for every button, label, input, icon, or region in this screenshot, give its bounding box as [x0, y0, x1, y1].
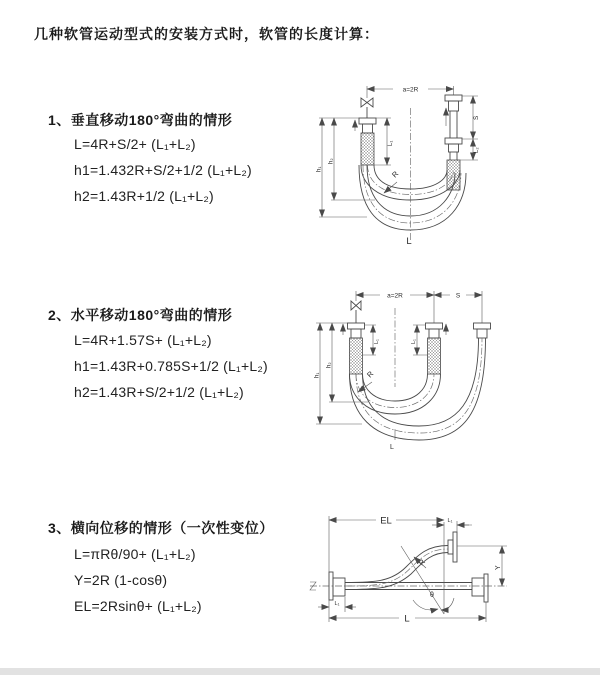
dim-label-r: R [390, 169, 401, 180]
section2-formula-h1: h1=1.43R+0.785S+1/2 (L₁+L₂) [74, 358, 268, 374]
dim-label-l1a: L₁ [374, 339, 380, 344]
section3-formula-EL: EL=2Rsinθ+ (L₁+L₂) [74, 598, 202, 614]
centerline [310, 582, 507, 590]
dim-l-bottom [390, 429, 395, 451]
valve-icon [361, 98, 373, 118]
dim-label-s: S [455, 292, 461, 300]
dim-label-l: L [390, 444, 394, 451]
dim-label-y: Y [495, 565, 502, 570]
section1-heading: 1、垂直移动180°弯曲的情形 [48, 112, 233, 128]
angle-theta [413, 592, 454, 610]
dim-l1 [374, 118, 394, 165]
dim-label-a2r: a=2R [387, 292, 403, 300]
section3-heading: 3、横向位移的情形（一次性变位） [48, 520, 274, 536]
dim-label-l1-top: L₁ [447, 518, 453, 524]
dim-y [457, 546, 507, 586]
dim-l1-left [363, 325, 381, 355]
dim-label-theta: θ [430, 592, 434, 599]
dim-l1-left [318, 597, 356, 612]
dim-label-r: R [365, 369, 376, 380]
valve-icon [351, 301, 361, 323]
radius-leader [384, 169, 401, 193]
straight-hose-original [345, 574, 488, 602]
dim-a2r-s [356, 291, 482, 323]
left-pipe-end [343, 323, 365, 374]
section3-formula-L: L=πRθ/90+ (L₁+L₂) [74, 546, 196, 562]
raised-flange [448, 532, 457, 562]
section1-formula-h2: h2=1.43R+1/2 (L₁+L₂) [74, 188, 214, 204]
dim-l-bottom [329, 600, 486, 625]
dim-s-l2 [460, 96, 480, 160]
dim-label-h2: h₂ [328, 158, 335, 164]
section2-heading: 2、水平移动180°弯曲的情形 [48, 307, 233, 323]
section1-formula-h1: h1=1.432R+S/2+1/2 (L₁+L₂) [74, 162, 252, 178]
dim-label-a2r: a=2R [402, 86, 419, 94]
dim-label-h1: h₁ [314, 372, 321, 378]
middle-pipe-end [426, 323, 447, 374]
dim-el [329, 516, 444, 573]
dim-label-r: R [416, 557, 428, 568]
left-pipe-end [355, 118, 376, 165]
dim-label-l1b: L₁ [411, 339, 417, 344]
right-pipe-end [474, 323, 491, 338]
section2-formula-h2: h2=1.43R+S/2+1/2 (L₁+L₂) [74, 384, 244, 400]
dim-label-h2: h₂ [326, 362, 333, 368]
dim-label-l1: L₁ [388, 140, 394, 146]
page-title: 几种软管运动型式的安装方式时，软管的长度计算： [34, 26, 379, 42]
construction-lines [401, 522, 444, 614]
dim-label-h1: h₁ [316, 166, 323, 172]
section2-formula-L: L=4R+1.57S+ (L₁+L₂) [74, 332, 212, 348]
diagram-vertical-180-bend [315, 78, 495, 248]
dim-label-l1-left: L₁ [334, 601, 340, 607]
dim-label-s: S [473, 115, 480, 120]
page-bottom-edge [0, 668, 600, 675]
dim-label-l: L [404, 613, 410, 625]
dim-label-el: EL [380, 515, 392, 527]
section3-formula-Y: Y=2R (1-cosθ) [74, 572, 168, 588]
dim-label-l2: L₂ [474, 147, 480, 153]
section1-formula-L: L=4R+S/2+ (L₁+L₂) [74, 136, 196, 152]
dim-a2r [367, 86, 454, 98]
dim-label-l: L [406, 236, 412, 247]
dim-l1-middle [411, 325, 428, 355]
diagram-horizontal-180-bend [312, 282, 512, 467]
diagram-lateral-displacement [302, 502, 592, 647]
